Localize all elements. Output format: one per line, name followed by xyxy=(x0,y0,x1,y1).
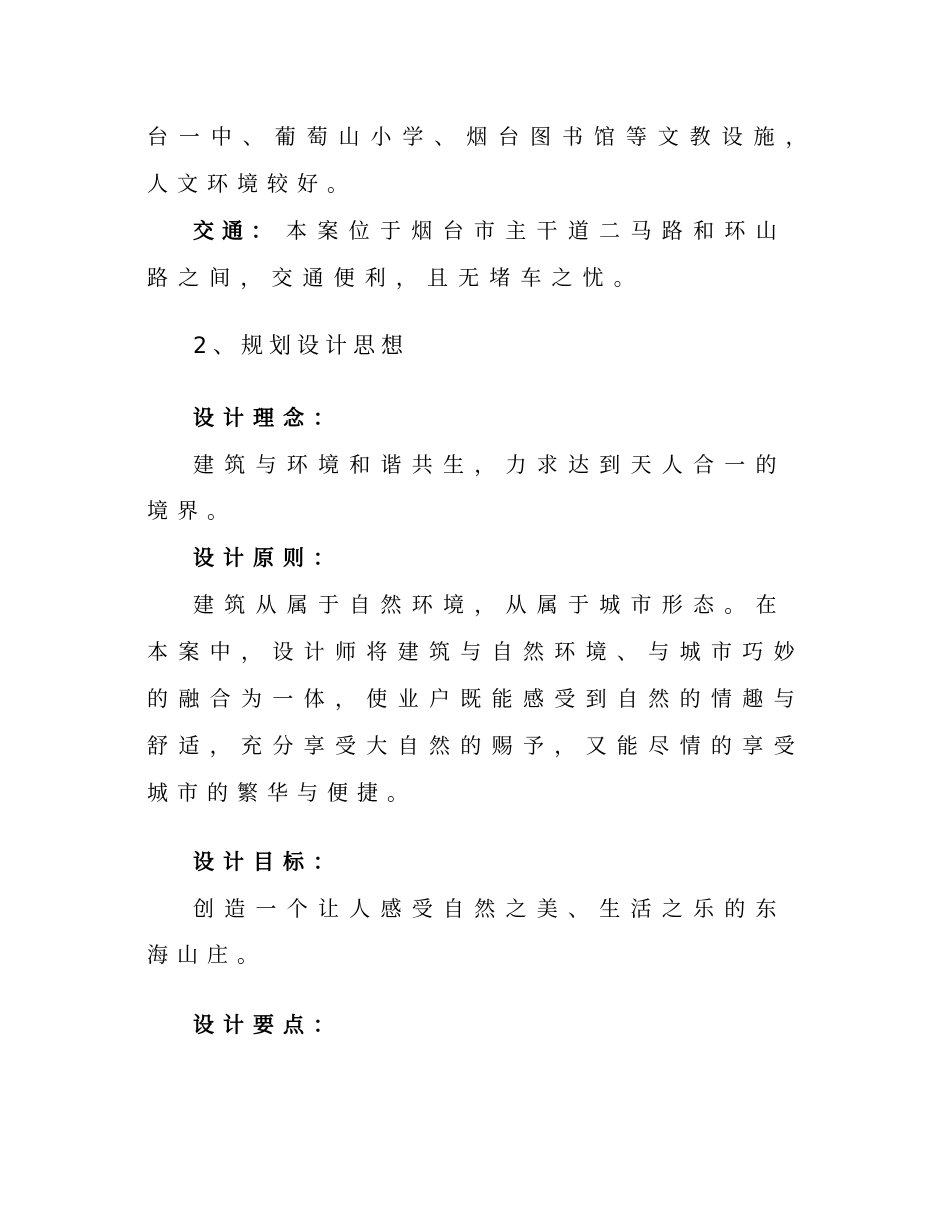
glyph: 中 xyxy=(210,125,233,149)
glyph: 市 xyxy=(630,593,652,617)
body-line xyxy=(193,589,777,621)
glyph: 户 xyxy=(428,687,451,711)
glyph: 予 xyxy=(522,734,545,758)
glyph: ， xyxy=(240,266,262,290)
glyph: 、 xyxy=(568,897,590,921)
glyph: 受 xyxy=(554,687,576,711)
glyph: 巧 xyxy=(742,640,764,664)
glyph: 达 xyxy=(568,453,590,477)
glyph: 本 xyxy=(286,219,308,243)
glyph: 大 xyxy=(366,734,388,758)
glyph: 车 xyxy=(520,266,542,290)
glyph: ， xyxy=(785,125,807,149)
glyph: 使 xyxy=(366,687,388,711)
glyph: 和 xyxy=(693,219,715,243)
glyph: 施 xyxy=(753,125,775,149)
glyph: 自 xyxy=(397,734,419,758)
subheading-design-goal: 设计目标： xyxy=(193,850,343,874)
glyph: 境 xyxy=(443,593,465,617)
glyph: 城 xyxy=(679,640,701,664)
glyph: 堵 xyxy=(489,266,511,290)
body-line xyxy=(147,636,795,668)
glyph: 人 xyxy=(349,897,371,921)
glyph: 赐 xyxy=(491,734,513,758)
glyph: 力 xyxy=(505,453,527,477)
glyph: 的 xyxy=(755,453,777,477)
transport-label: 交通： xyxy=(193,219,280,243)
glyph: 之 xyxy=(505,897,527,921)
body-line xyxy=(193,449,777,481)
body-line: 海山庄。 xyxy=(147,943,267,967)
glyph: 一 xyxy=(178,125,201,149)
glyph: 小 xyxy=(370,125,392,149)
glyph: 设 xyxy=(272,640,294,664)
glyph: 然 xyxy=(522,640,545,664)
glyph: ， xyxy=(474,593,496,617)
glyph: 东 xyxy=(755,897,777,921)
glyph: 然 xyxy=(474,897,496,921)
glyph: 乐 xyxy=(693,897,715,921)
glyph: 分 xyxy=(272,734,294,758)
glyph: 趣 xyxy=(742,687,764,711)
glyph: 二 xyxy=(599,219,621,243)
glyph: 环 xyxy=(724,219,746,243)
glyph: 主 xyxy=(505,219,527,243)
glyph: 将 xyxy=(366,640,388,664)
glyph: ， xyxy=(334,687,357,711)
glyph: 环 xyxy=(411,593,434,617)
glyph: 与 xyxy=(460,640,482,664)
glyph: 体 xyxy=(303,687,325,711)
glyph: ， xyxy=(395,266,418,290)
glyph: 城 xyxy=(599,593,621,617)
body-line: 境界。 xyxy=(147,499,237,523)
glyph: 态 xyxy=(693,593,715,617)
glyph: 市 xyxy=(710,640,733,664)
glyph: 人 xyxy=(661,453,684,477)
glyph: 烟 xyxy=(466,125,488,149)
glyph: 之 xyxy=(178,266,200,290)
glyph: 充 xyxy=(240,734,263,758)
glyph: 活 xyxy=(630,897,652,921)
glyph: 案 xyxy=(178,640,200,664)
glyph: 中 xyxy=(209,640,231,664)
glyph: ， xyxy=(554,734,576,758)
body-line xyxy=(147,121,807,153)
glyph: 属 xyxy=(286,593,309,617)
glyph: 自 xyxy=(491,640,513,664)
glyph: 能 xyxy=(491,687,513,711)
glyph: 个 xyxy=(286,897,309,921)
glyph: 与 xyxy=(648,640,670,664)
glyph: 的 xyxy=(679,687,701,711)
glyph: 境 xyxy=(318,453,340,477)
glyph: 计 xyxy=(303,640,325,664)
glyph: 忧 xyxy=(582,266,604,290)
glyph: 案 xyxy=(317,219,339,243)
glyph: 受 xyxy=(334,734,357,758)
glyph: 教 xyxy=(689,125,711,149)
glyph: 感 xyxy=(522,687,545,711)
glyph: 自 xyxy=(349,593,371,617)
glyph: 便 xyxy=(333,266,355,290)
glyph: 环 xyxy=(286,453,309,477)
glyph: 师 xyxy=(334,640,357,664)
glyph: 台 xyxy=(147,125,169,149)
glyph: 既 xyxy=(460,687,482,711)
glyph: 书 xyxy=(561,125,584,149)
glyph: 且 xyxy=(426,266,449,290)
glyph: 之 xyxy=(661,897,684,921)
glyph: 山 xyxy=(338,125,360,149)
glyph: 享 xyxy=(303,734,325,758)
glyph: 图 xyxy=(530,125,552,149)
subheading-design-principle: 设计原则： xyxy=(193,546,343,570)
glyph: 受 xyxy=(773,734,795,758)
glyph: 美 xyxy=(536,897,559,921)
glyph: 融 xyxy=(178,687,200,711)
glyph: 享 xyxy=(742,734,764,758)
glyph: 与 xyxy=(773,687,795,711)
subheading-design-points: 设计要点： xyxy=(193,1013,343,1037)
glyph: 一 xyxy=(255,897,277,921)
glyph: 交 xyxy=(271,266,293,290)
glyph: 的 xyxy=(710,734,733,758)
glyph: 路 xyxy=(661,219,684,243)
glyph: 感 xyxy=(380,897,402,921)
glyph: 生 xyxy=(599,897,621,921)
glyph: 从 xyxy=(505,593,527,617)
glyph: 业 xyxy=(397,687,419,711)
glyph: 让 xyxy=(318,897,340,921)
glyph: 求 xyxy=(536,453,559,477)
glyph: 建 xyxy=(193,593,215,617)
body-line: 人文环境较好。 xyxy=(147,172,357,196)
glyph: 环 xyxy=(554,640,576,664)
glyph: 筑 xyxy=(224,453,246,477)
glyph: 于 xyxy=(568,593,590,617)
body-line xyxy=(147,683,795,715)
body-line: 城市的繁华与便捷。 xyxy=(147,781,417,805)
glyph: 自 xyxy=(616,687,639,711)
glyph: 。 xyxy=(724,593,746,617)
glyph: 、 xyxy=(242,125,265,149)
glyph: 受 xyxy=(411,897,434,921)
glyph: 从 xyxy=(255,593,277,617)
glyph: 于 xyxy=(379,219,402,243)
glyph: 又 xyxy=(585,734,607,758)
glyph: 形 xyxy=(661,593,684,617)
transport-line xyxy=(193,215,777,247)
glyph: 无 xyxy=(458,266,480,290)
glyph: 造 xyxy=(224,897,246,921)
glyph: 合 xyxy=(209,687,231,711)
glyph: 到 xyxy=(599,453,621,477)
section-heading: 2、规划设计思想 xyxy=(193,334,409,359)
glyph: 通 xyxy=(302,266,324,290)
glyph: 等 xyxy=(625,125,648,149)
glyph: 萄 xyxy=(306,125,328,149)
glyph: 的 xyxy=(147,687,169,711)
glyph: 、 xyxy=(434,125,456,149)
glyph: 一 xyxy=(272,687,294,711)
glyph: 筑 xyxy=(428,640,451,664)
glyph: 谐 xyxy=(380,453,402,477)
glyph: 建 xyxy=(397,640,419,664)
glyph: 学 xyxy=(402,125,424,149)
glyph: 马 xyxy=(630,219,652,243)
glyph: 与 xyxy=(255,453,277,477)
body-line xyxy=(147,262,635,294)
glyph: 舒 xyxy=(147,734,169,758)
glyph: 自 xyxy=(443,897,465,921)
glyph: 到 xyxy=(585,687,607,711)
glyph: 馆 xyxy=(593,125,616,149)
glyph: 的 xyxy=(724,897,746,921)
glyph: 本 xyxy=(147,640,169,664)
glyph: 合 xyxy=(693,453,715,477)
body-line xyxy=(147,730,795,762)
glyph: 之 xyxy=(551,266,573,290)
glyph: 台 xyxy=(498,125,520,149)
glyph: 情 xyxy=(679,734,701,758)
glyph: 葡 xyxy=(274,125,296,149)
glyph: 干 xyxy=(536,219,558,243)
glyph: ， xyxy=(240,640,263,664)
glyph: 一 xyxy=(724,453,746,477)
glyph: 道 xyxy=(567,219,590,243)
glyph: 。 xyxy=(613,266,635,290)
glyph: 情 xyxy=(710,687,733,711)
glyph: 属 xyxy=(536,593,559,617)
glyph: 间 xyxy=(209,266,231,290)
glyph: 烟 xyxy=(411,219,433,243)
glyph: 山 xyxy=(755,219,777,243)
glyph: 共 xyxy=(411,453,434,477)
glyph: 筑 xyxy=(224,593,246,617)
glyph: 能 xyxy=(616,734,639,758)
glyph: 路 xyxy=(147,266,169,290)
glyph: 利 xyxy=(364,266,387,290)
glyph: 然 xyxy=(428,734,451,758)
glyph: 创 xyxy=(193,897,215,921)
glyph: 然 xyxy=(648,687,670,711)
glyph: ， xyxy=(474,453,496,477)
glyph: 然 xyxy=(380,593,402,617)
glyph: 为 xyxy=(240,687,263,711)
glyph: 设 xyxy=(721,125,743,149)
glyph: 市 xyxy=(473,219,496,243)
glyph: 的 xyxy=(460,734,482,758)
glyph: 在 xyxy=(755,593,777,617)
glyph: 于 xyxy=(318,593,340,617)
glyph: 妙 xyxy=(773,640,795,664)
glyph: 台 xyxy=(442,219,464,243)
glyph: 文 xyxy=(657,125,680,149)
glyph: 尽 xyxy=(648,734,670,758)
body-line xyxy=(193,893,777,925)
glyph: 生 xyxy=(443,453,465,477)
glyph: ， xyxy=(209,734,231,758)
glyph: 和 xyxy=(349,453,371,477)
transport-text xyxy=(280,215,777,247)
glyph: 、 xyxy=(616,640,639,664)
glyph: 境 xyxy=(585,640,607,664)
glyph: 适 xyxy=(178,734,200,758)
subheading-design-concept: 设计理念： xyxy=(193,406,343,430)
glyph: 位 xyxy=(348,219,370,243)
glyph: 天 xyxy=(630,453,652,477)
glyph: 建 xyxy=(193,453,215,477)
